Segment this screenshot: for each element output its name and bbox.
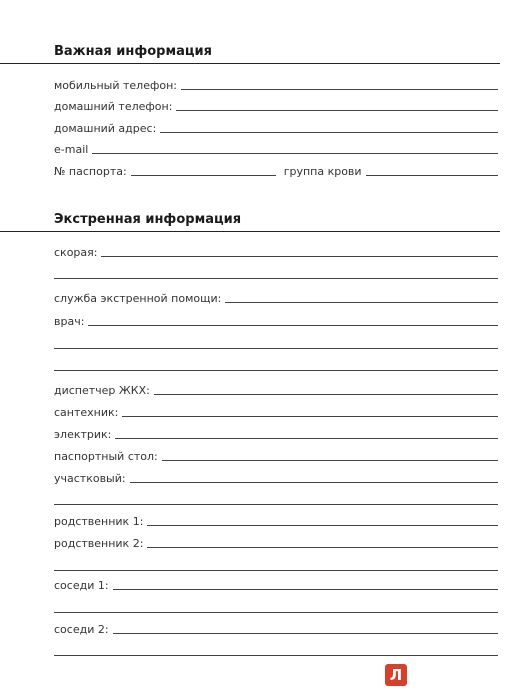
fill-line[interactable]	[154, 394, 498, 395]
extra-fill-line[interactable]	[54, 370, 498, 371]
field-label: соседи 2:	[54, 623, 109, 636]
field-label: № паспорта:	[54, 165, 127, 178]
field-label: группа крови	[283, 165, 362, 178]
fill-line[interactable]	[113, 633, 498, 634]
fill-line[interactable]	[162, 460, 498, 461]
passport-blood-field	[54, 164, 498, 178]
field-label: родственник 2:	[54, 537, 144, 550]
fill-line[interactable]	[147, 547, 498, 548]
ambulance-field	[54, 245, 498, 259]
field-label: скорая:	[54, 246, 98, 259]
fill-line[interactable]	[366, 175, 498, 176]
fill-line[interactable]	[225, 302, 498, 303]
doctor-field	[54, 314, 498, 328]
fill-line[interactable]	[101, 256, 498, 257]
neighbors-2-field	[54, 622, 498, 636]
relative-2-field	[54, 536, 498, 550]
fill-line[interactable]	[147, 525, 498, 526]
field-label: врач:	[54, 315, 85, 328]
fill-line[interactable]	[122, 416, 498, 417]
field-label: участковый:	[54, 472, 126, 485]
fill-line[interactable]	[181, 89, 498, 90]
field-label: мобильный телефон:	[54, 79, 178, 92]
extra-fill-line[interactable]	[54, 655, 498, 656]
neighbors-1-field	[54, 578, 498, 592]
emergency-service-field	[54, 291, 498, 305]
fill-line[interactable]	[115, 438, 498, 439]
home-phone-field	[54, 99, 498, 113]
section-title-important: Важная информация	[54, 44, 212, 59]
fill-line[interactable]	[131, 175, 276, 176]
extra-fill-line[interactable]	[54, 348, 498, 349]
field-label: домашний телефон:	[54, 100, 173, 113]
mobile-phone-field	[54, 78, 498, 92]
plumber-field	[54, 405, 498, 419]
section-divider	[0, 231, 500, 232]
dispatcher-field	[54, 383, 498, 397]
fill-line[interactable]	[92, 153, 498, 154]
relative-1-field	[54, 514, 498, 528]
field-label: сантехник:	[54, 406, 119, 419]
field-label: родственник 1:	[54, 515, 144, 528]
fill-line[interactable]	[88, 325, 498, 326]
fill-line[interactable]	[176, 110, 498, 111]
electrician-field	[54, 427, 498, 441]
field-label: электрик:	[54, 428, 112, 441]
fill-line[interactable]	[160, 132, 498, 133]
extra-fill-line[interactable]	[54, 504, 498, 505]
extra-fill-line[interactable]	[54, 612, 498, 613]
field-label: паспортный стол:	[54, 450, 158, 463]
field-label: домашний адрес:	[54, 122, 157, 135]
fill-line[interactable]	[113, 589, 498, 590]
field-label: e-mail	[54, 143, 89, 156]
field-label: соседи 1:	[54, 579, 109, 592]
section-title-emergency: Экстренная информация	[54, 212, 242, 227]
fill-line[interactable]	[130, 482, 498, 483]
section-divider	[0, 63, 500, 64]
district-officer-field	[54, 471, 498, 485]
email-field	[54, 142, 498, 156]
home-address-field	[54, 121, 498, 135]
field-label: диспетчер ЖКХ:	[54, 384, 150, 397]
extra-fill-line[interactable]	[54, 570, 498, 571]
extra-fill-line[interactable]	[54, 278, 498, 279]
publisher-logo-icon: Л	[385, 664, 407, 686]
passport-desk-field	[54, 449, 498, 463]
field-label: служба экстренной помощи:	[54, 292, 222, 305]
